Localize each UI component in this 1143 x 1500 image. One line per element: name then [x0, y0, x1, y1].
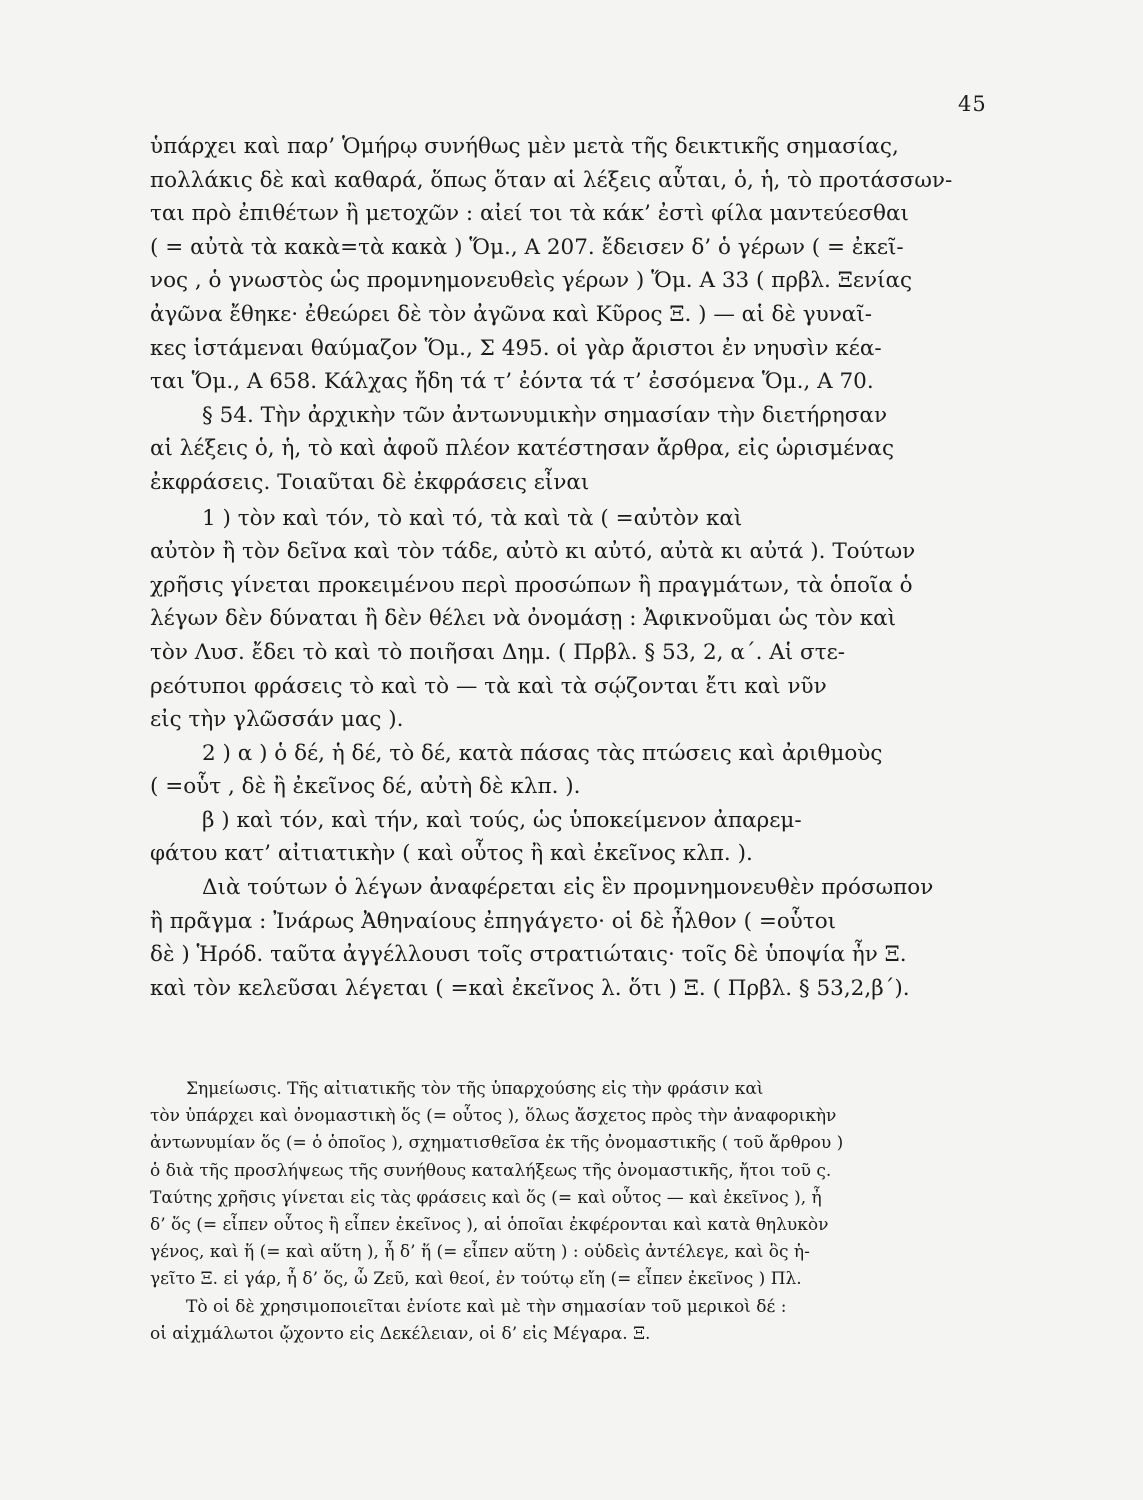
note-block [150, 1076, 1000, 1348]
text-line: εἰς τὴν γλῶσσάν μας ). [150, 707, 404, 733]
text-line: χρῆσις γίνεται προκειμένου περὶ προσώπων ἢ πραγμάτων, τὰ ὁποῖα ὁ [150, 572, 913, 598]
text-line: ται Ὅμ., Α 658. Κάλχας ἤδη τά τ’ ἐόντα τά τ’ ἐσσόμενα Ὅμ., Α 70. [150, 369, 874, 395]
text-line: τὸν Λυσ. ἔδει τὸ καὶ τὸ ποιῆσαι Δημ. ( Πρβλ. § 53, 2, α΄. Αἱ στε- [150, 639, 846, 665]
page-number: 45 [958, 92, 987, 116]
note-line: Ταύτης χρῆσις γίνεται εἰς τὰς φράσεις καὶ ὅς (= καὶ οὗτος — καὶ ἐκεῖνος ), ἦ [150, 1187, 822, 1208]
main-text-block [150, 130, 1000, 1005]
text-line: ἐκφράσεις. Τοιαῦται δὲ ἐκφράσεις εἶναι [150, 469, 590, 495]
list-item-line: β ) καὶ τόν, καὶ τήν, καὶ τούς, ὡς ὑποκείμενον ἀπαρεμ- [202, 807, 802, 833]
text-line: ( =οὗτ , δὲ ἢ ἐκεῖνος δέ, αὐτὴ δὲ κλπ. ). [150, 774, 581, 800]
note-line: δ’ ὅς (= εἶπεν οὗτος ἢ εἶπεν ἐκεῖνος ), αἱ ὁποῖαι ἐκφέρονται καὶ κατὰ θηλυκὸν [150, 1214, 829, 1235]
text-line: ται πρὸ ἐπιθέτων ἢ μετοχῶν : αἰεί τοι τὰ κάκ’ ἐστὶ φίλα μαντεύεσθαι [150, 201, 909, 227]
text-line: ἀγῶνα ἔθηκε· ἐθεώρει δὲ τὸν ἀγῶνα καὶ Κῦρος Ξ. ) — αἱ δὲ γυναῖ- [150, 301, 872, 327]
text-line: δὲ ) Ἡρόδ. ταῦτα ἀγγέλλουσι τοῖς στρατιώταις· τοῖς δὲ ὑποψία ἦν Ξ. [150, 942, 907, 968]
text-line: καὶ τὸν κελεῦσαι λέγεται ( =καὶ ἐκεῖνος λ. ὅτι ) Ξ. ( Πρβλ. § 53,2,β΄). [150, 975, 910, 1001]
note-line: ἀντωνυμίαν ὅς (= ὁ ὁποῖος ), σχηματισθεῖσα ἐκ τῆς ὀνομαστικῆς ( τοῦ ἄρθρου ) [150, 1133, 844, 1154]
text-line: αἱ λέξεις ὁ, ἡ, τὸ καὶ ἀφοῦ πλέον κατέστησαν ἄρθρα, εἰς ὡρισμένας [150, 436, 894, 462]
text-line: αὐτὸν ἢ τὸν δεῖνα καὶ τὸν τάδε, αὐτὸ κι αὐτό, αὐτὰ κι αὐτά ). Τούτων [150, 539, 916, 565]
text-line: κες ἱστάμεναι θαύμαζον Ὅμ., Σ 495. οἱ γὰρ ἄριστοι ἐν νηυσὶν κέα- [150, 335, 882, 361]
note-line: γένος, καὶ ἥ (= καὶ αὕτη ), ἦ δ’ ἥ (= εἶπεν αὕτη ) : οὐδεὶς ἀντέλεγε, καὶ ὃς ἡ- [150, 1242, 810, 1263]
text-line: ἢ πρᾶγμα : Ἰνάρως Ἀθηναίους ἐπηγάγετο· οἱ δὲ ἦλθον ( =οὗτοι [150, 908, 837, 934]
note-line: Τὸ οἱ δὲ χρησιμοποιεῖται ἐνίοτε καὶ μὲ τὴν σημασίαν τοῦ μερικοὶ δέ : [186, 1296, 787, 1317]
text-line: φάτου κατ’ αἰτιατικὴν ( καὶ οὗτος ἢ καὶ ἐκεῖνος κλπ. ). [150, 841, 753, 867]
text-line: ( = αὐτὰ τὰ κακὰ=τὰ κακὰ ) Ὅμ., Α 207. ἔδεισεν δ’ ὁ γέρων ( = ἐκεῖ- [150, 234, 904, 260]
note-line: γεῖτο Ξ. εἰ γάρ, ἦ δ’ ὅς, ὦ Ζεῦ, καὶ θεοί, ἐν τούτῳ εἴη (= εἶπεν ἐκεῖνος ) Πλ. [150, 1269, 802, 1290]
text-line: νος , ὁ γνωστὸς ὡς προμνημονευθεὶς γέρων ) Ὅμ. Α 33 ( πρβλ. Ξενίας [150, 268, 913, 294]
section-heading-line: § 54. Τὴν ἀρχικὴν τῶν ἀντωνυμικὴν σημασίαν τὴν διετήρησαν [202, 402, 888, 428]
list-item-line: 2 ) α ) ὁ δέ, ἡ δέ, τὸ δέ, κατὰ πάσας τὰς πτώσεις καὶ ἀριθμοὺς [202, 740, 883, 766]
text-line: λέγων δὲν δύναται ἢ δὲν θέλει νὰ ὀνομάσῃ : Ἀφικνοῦμαι ὡς τὸν καὶ [150, 606, 897, 632]
note-line: Σημείωσις. Τῆς αἰτιατικῆς τὸν τῆς ὑπαρχούσης εἰς τὴν φράσιν καὶ [186, 1079, 764, 1099]
text-line: ρεότυποι φράσεις τὸ καὶ τὸ — τὰ καὶ τὰ σῴζονται ἔτι καὶ νῦν [150, 673, 827, 699]
note-line: ὁ διὰ τῆς προσλήψεως τῆς συνήθους καταλήξεως τῆς ὀνομαστικῆς, ἤτοι τοῦ ς. [150, 1160, 832, 1181]
text-line: Διὰ τούτων ὁ λέγων ἀναφέρεται εἰς ἓν προμνημονευθὲν πρόσωπον [202, 875, 934, 901]
note-line: τὸν ὑπάρχει καὶ ὀνομαστικὴ ὅς (= οὗτος ), ὅλως ἄσχετος πρὸς τὴν ἀναφορικὴν [150, 1106, 837, 1127]
text-line: πολλάκις δὲ καὶ καθαρά, ὅπως ὅταν αἱ λέξεις αὗται, ὁ, ἡ, τὸ προτάσσων- [150, 167, 953, 193]
note-line: οἱ αἰχμάλωτοι ᾤχοντο εἰς Δεκέλειαν, οἱ δ’ εἰς Μέγαρα. Ξ. [150, 1323, 651, 1344]
list-item-line: 1 ) τὸν καὶ τόν, τὸ καὶ τό, τὰ καὶ τὰ ( =αὐτὸν καὶ [202, 505, 743, 531]
text-line: ὑπάρχει καὶ παρ’ Ὁμήρῳ συνήθως μὲν μετὰ τῆς δεικτικῆς σημασίας, [150, 134, 899, 159]
